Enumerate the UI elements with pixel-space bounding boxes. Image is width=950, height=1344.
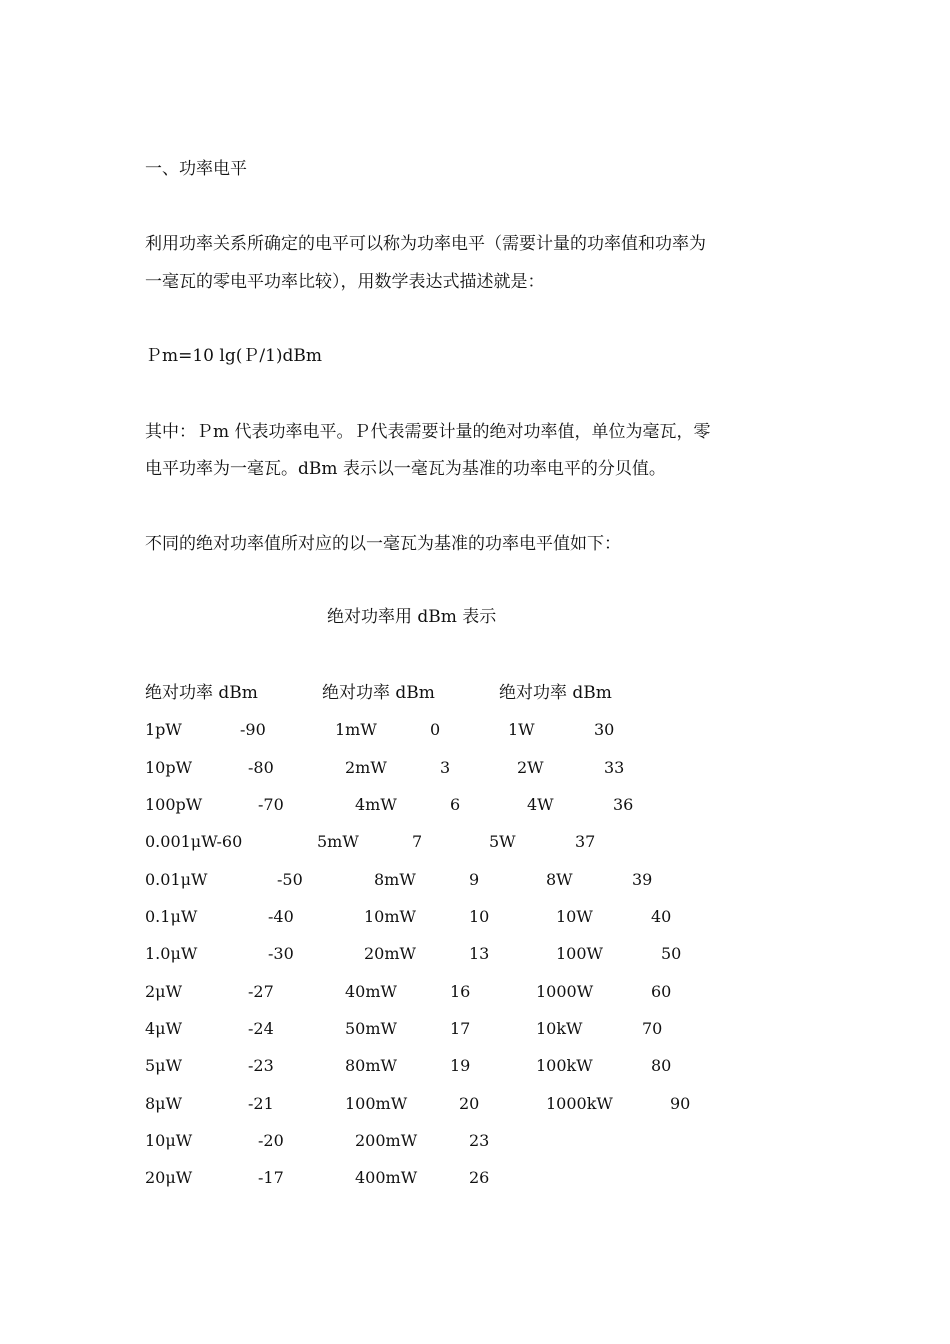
dbm-value-cell: -40 [268,907,294,926]
dbm-value-cell: -27 [248,982,274,1001]
dbm-value-cell: 36 [613,795,634,814]
power-value-cell: 8mW [374,870,416,889]
dbm-value-cell: 37 [575,832,596,851]
dbm-value-cell: 50 [661,944,682,963]
dbm-value-cell: 39 [632,870,653,889]
table-header: 绝对功率 dBm [145,683,258,703]
dbm-value-cell: -80 [248,758,274,777]
power-value-cell: 5W [489,832,516,851]
power-value-cell: 400mW [355,1168,418,1187]
power-value-cell: 4W [527,795,554,814]
power-value-cell: 5μW [145,1056,183,1075]
dbm-value-cell: 13 [469,944,490,963]
dbm-value-cell: -90 [240,720,266,739]
dbm-value-cell: 19 [450,1056,471,1075]
power-value-cell: 8W [546,870,573,889]
dbm-value-cell: 60 [651,982,672,1001]
dbm-value-cell: -50 [277,870,303,889]
power-value-cell: 1.0μW [145,944,198,963]
power-value-cell: 10μW [145,1131,193,1150]
power-value-cell: 4mW [355,795,397,814]
dbm-value-cell: 16 [450,982,471,1001]
power-value-cell: 100pW [145,795,203,814]
power-value-cell: 100mW [345,1094,408,1113]
dbm-value-cell: -17 [258,1168,284,1187]
power-value-cell: 2W [517,758,544,777]
paragraph-line: 一毫瓦的零电平功率比较），用数学表达式描述就是： [145,272,545,292]
dbm-value-cell: 17 [450,1019,471,1038]
power-value-cell: 1000W [536,982,594,1001]
power-value-cell: 100W [556,944,603,963]
table-title: 绝对功率用 dBm 表示 [327,607,497,627]
power-value-cell: 1W [508,720,535,739]
section-title: 一、功率电平 [145,159,247,179]
power-value-cell: 10kW [536,1019,583,1038]
dbm-value-cell: -23 [248,1056,274,1075]
dbm-value-cell: -30 [268,944,294,963]
dbm-value-cell: 23 [469,1131,490,1150]
power-value-cell: 0.01μW [145,870,208,889]
dbm-value-cell: 3 [440,758,451,777]
power-value-cell: 2mW [345,758,387,777]
formula: Ｐm=10 lg(Ｐ/1)dBm [145,346,323,366]
power-value-cell: 2μW [145,982,183,1001]
dbm-value-cell: 80 [651,1056,672,1075]
dbm-value-cell: 10 [469,907,490,926]
paragraph-line: 其中：Ｐm 代表功率电平。Ｐ代表需要计量的绝对功率值，单位为毫瓦，零 [145,422,711,442]
dbm-value-cell: -70 [258,795,284,814]
paragraph-line: 不同的绝对功率值所对应的以一毫瓦为基准的功率电平值如下： [145,534,621,554]
dbm-value-cell: 30 [594,720,615,739]
paragraph-line: 利用功率关系所确定的电平可以称为功率电平（需要计量的功率值和功率为 [145,234,706,254]
dbm-value-cell: -21 [248,1094,274,1113]
power-value-cell: 4μW [145,1019,183,1038]
dbm-value-cell: 6 [450,795,461,814]
power-value-cell: 1mW [335,720,377,739]
power-value-cell: 0.1μW [145,907,198,926]
power-value-cell: 40mW [345,982,397,1001]
power-value-cell: 200mW [355,1131,418,1150]
dbm-value-cell: 20 [459,1094,480,1113]
table-header: 绝对功率 dBm [322,683,435,703]
power-value-cell: 1000kW [546,1094,613,1113]
power-value-cell: 0.001μW-60 [145,832,243,851]
power-value-cell: 5mW [317,832,359,851]
paragraph-line: 电平功率为一毫瓦。dBm 表示以一毫瓦为基准的功率电平的分贝值。 [145,459,666,479]
power-value-cell: 20μW [145,1168,193,1187]
dbm-value-cell: 26 [469,1168,490,1187]
dbm-value-cell: 40 [651,907,672,926]
power-value-cell: 20mW [364,944,416,963]
dbm-value-cell: 7 [412,832,423,851]
dbm-value-cell: 0 [430,720,441,739]
power-value-cell: 80mW [345,1056,397,1075]
power-value-cell: 10pW [145,758,193,777]
dbm-value-cell: 33 [604,758,625,777]
table-header: 绝对功率 dBm [499,683,612,703]
dbm-value-cell: -24 [248,1019,274,1038]
dbm-value-cell: -20 [258,1131,284,1150]
power-value-cell: 8μW [145,1094,183,1113]
power-value-cell: 50mW [345,1019,397,1038]
power-value-cell: 10W [556,907,593,926]
power-value-cell: 10mW [364,907,416,926]
power-value-cell: 1pW [145,720,182,739]
power-value-cell: 100kW [536,1056,593,1075]
dbm-value-cell: 90 [670,1094,691,1113]
dbm-value-cell: 9 [469,870,480,889]
dbm-value-cell: 70 [642,1019,663,1038]
